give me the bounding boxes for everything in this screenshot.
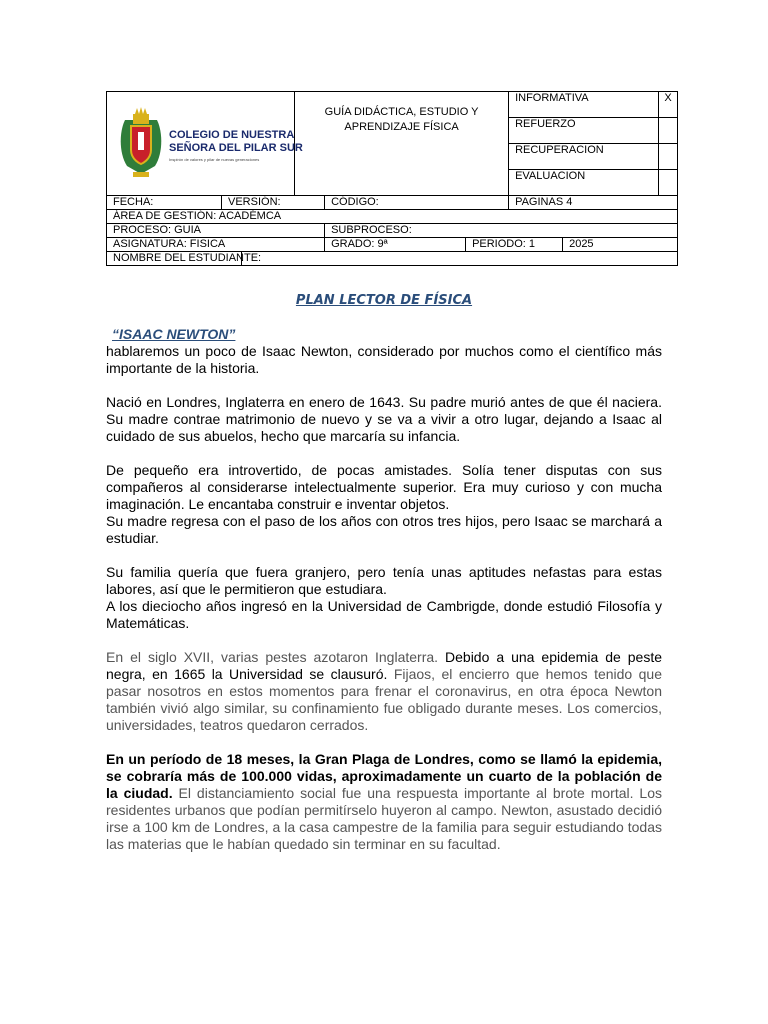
paragraph-4: Su madre regresa con el paso de los años con otros tres hijos, pero Isaac se marchará a estudiar.: [106, 513, 662, 546]
type-evaluacion-mark: [659, 170, 678, 196]
type-refuerzo: REFUERZO: [509, 118, 659, 144]
guide-title-line2: APRENDIZAJE FÍSICA: [344, 121, 459, 133]
school-name-2: SEÑORA DEL PILAR SUR: [168, 142, 303, 154]
school-logo-cell: [107, 92, 303, 196]
paginas-field: PAGINAS 4: [509, 196, 678, 210]
guide-title-line1: GUÍA DIDÁCTICA, ESTUDIO Y: [324, 106, 479, 118]
codigo-field: CÓDIGO:: [325, 196, 509, 210]
paragraph-7-b: Debido a una epidemia de peste negra, en 1665 la Universidad se clausuró.: [106, 649, 662, 682]
type-recuperacion: RECUPERACION: [509, 144, 659, 170]
paragraph-2: Nació en Londres, Inglaterra en enero de 1643. Su padre murió antes de que él naciera. Su madre contrae matrimonio de nuevo y se va a vivir a otro lugar, dejando a Isaac al cuidado de sus abuelos, hecho que marcaría su infancia.: [106, 394, 662, 444]
paragraph-3: De pequeño era introvertido, de pocas amistades. Solía tener disputas con sus compañeros al considerarse intelectualmente superior. Era muy curioso y con mucha imaginación. Le encantaba construir e inventar objetos.: [106, 462, 662, 512]
school-logo: [111, 102, 303, 182]
version-field: VERSIÓN:: [222, 196, 325, 210]
header-table: [106, 91, 678, 266]
paragraph-8: [106, 751, 662, 853]
type-refuerzo-mark: [659, 118, 678, 144]
type-recuperacion-mark: [659, 144, 678, 170]
plan-title: PLAN LECTOR DE FÍSICA: [295, 293, 473, 308]
year-field: 2025: [563, 238, 678, 252]
area-field: ÁREA DE GESTIÓN: ACADÉMCA: [107, 210, 678, 224]
paragraph-8-a: En un período de 18 meses, la Gran Plaga de Londres, como se llamó la epidemia, se cobraría más de 100.000 vidas, aproximadamente un cuarto de la población de la ciudad.: [106, 751, 662, 801]
type-evaluacion: EVALUACION: [509, 170, 659, 196]
school-slogan: Inspirón de valores y pilar de nuevas generaciones: [168, 157, 259, 162]
paragraph-8-b: El distanciamiento social fue una respuesta importante al brote mortal. Los residentes urbanos que podían permitírselo huyeron al campo. Newton, asustado decidió irse a 100 km de Londres, a la casa campestre de la familia para seguir estudiando todas las materias que le habían quedado sin terminar en su facultad.: [106, 785, 662, 852]
paragraph-7: [106, 649, 662, 734]
section-heading: “ISAAC NEWTON”: [112, 326, 236, 342]
fecha-field: FECHA:: [107, 196, 222, 210]
proceso-field: PROCESO: GUIA: [107, 224, 325, 238]
paragraph-7-c: Fijaos, el encierro que hemos tenido que pasar nosotros en estos momentos para frenar el coronavirus, en otra época Newton también vivió algo similar, su confinamiento fue obligado durante meses. Los comercios, universidades, teatros quedaron cerrados.: [106, 666, 662, 733]
crest-icon: [120, 107, 161, 177]
guide-title-cell: [295, 92, 509, 196]
reading-content: [106, 326, 662, 853]
asignatura-field: ASIGNATURA: FISICA: [107, 238, 325, 252]
estudiante-value: [242, 252, 678, 266]
paragraph-1: hablaremos un poco de Isaac Newton, considerado por muchos como el científico más importante de la historia.: [106, 343, 662, 376]
paragraph-7-a: En el siglo XVII, varias pestes azotaron Inglaterra.: [106, 649, 446, 665]
estudiante-label: NOMBRE DEL ESTUDIANTE:: [107, 252, 242, 266]
school-name-1: COLEGIO DE NUESTRA: [168, 129, 294, 141]
subproceso-field: SUBPROCESO:: [325, 224, 678, 238]
periodo-field: PERIODO: 1: [466, 238, 563, 252]
grado-field: GRADO: 9ª: [325, 238, 466, 252]
paragraph-6: A los dieciocho años ingresó en la Universidad de Cambrigde, donde estudió Filosofía y Matemáticas.: [106, 598, 662, 631]
type-informativa-mark: X: [659, 92, 678, 118]
paragraph-5: Su familia quería que fuera granjero, pero tenía unas aptitudes nefastas para estas labores, así que le permitieron que estudiara.: [106, 564, 662, 597]
type-informativa: INFORMATIVA: [509, 92, 659, 118]
